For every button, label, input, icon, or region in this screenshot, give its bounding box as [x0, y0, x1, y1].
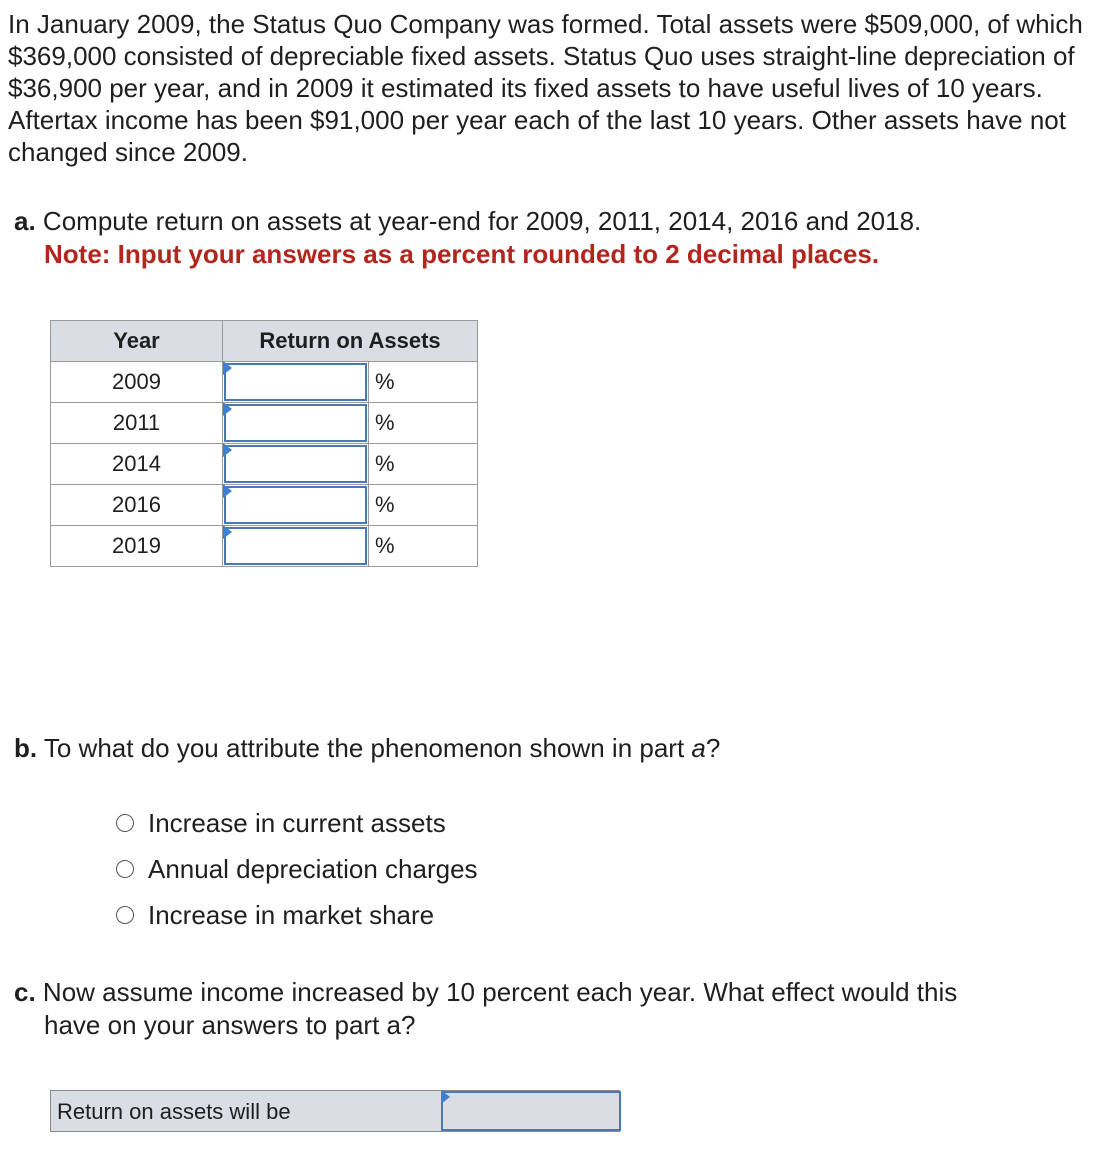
roa-input-cell	[223, 444, 369, 485]
option-current-assets[interactable]	[116, 800, 478, 846]
part-b-options	[116, 800, 478, 938]
flag-icon	[223, 484, 232, 498]
table-row	[51, 485, 478, 526]
percent-unit: %	[369, 362, 478, 403]
flag-icon	[223, 525, 232, 539]
percent-unit: %	[369, 485, 478, 526]
table-row	[51, 362, 478, 403]
part-a-question	[14, 205, 1084, 271]
part-c-letter: c.	[14, 977, 36, 1007]
option-label: Annual depreciation charges	[148, 853, 478, 884]
part-a-text: Compute return on assets at year-end for 2009, 2011, 2014, 2016 and 2018.	[42, 206, 922, 236]
table-row	[51, 403, 478, 444]
roa-input-cell	[223, 403, 369, 444]
part-b-italic: a	[691, 733, 706, 763]
percent-unit: %	[369, 444, 478, 485]
option-depreciation[interactable]	[116, 846, 478, 892]
part-c-line1: Now assume income increased by 10 percent each year. What effect would this	[42, 977, 958, 1007]
part-b-end: ?	[705, 733, 721, 763]
roa-input-2009[interactable]	[224, 363, 367, 401]
year-cell: 2009	[51, 362, 223, 403]
part-c-line2: have on your answers to part a?	[44, 1010, 416, 1040]
part-b-text: To what do you attribute the phenomenon shown in part	[43, 733, 692, 763]
part-b-question	[14, 732, 720, 765]
roa-input-2016[interactable]	[224, 486, 367, 524]
option-label: Increase in market share	[148, 899, 435, 930]
roa-input-2019[interactable]	[224, 527, 367, 565]
percent-unit: %	[369, 526, 478, 567]
header-year: Year	[51, 321, 223, 362]
year-cell: 2014	[51, 444, 223, 485]
flag-icon	[223, 443, 232, 457]
percent-unit: %	[369, 403, 478, 444]
answer-dropdown[interactable]	[441, 1091, 621, 1131]
roa-input-cell	[223, 526, 369, 567]
part-c-question	[14, 976, 1084, 1042]
year-cell: 2011	[51, 403, 223, 444]
header-return-on-assets: Return on Assets	[223, 321, 478, 362]
part-a-letter: a.	[14, 206, 36, 236]
table-row	[51, 526, 478, 567]
year-cell: 2016	[51, 485, 223, 526]
roa-input-2011[interactable]	[224, 404, 367, 442]
flag-icon	[223, 361, 232, 375]
roa-input-cell	[223, 362, 369, 403]
part-c-answer-row	[50, 1090, 620, 1132]
radio-button[interactable]	[116, 906, 134, 924]
option-label: Increase in current assets	[148, 807, 446, 838]
option-market-share[interactable]	[116, 892, 478, 938]
flag-icon	[441, 1090, 450, 1104]
part-a-note: Note: Input your answers as a percent rounded to 2 decimal places.	[44, 239, 880, 269]
year-cell: 2019	[51, 526, 223, 567]
table-row	[51, 444, 478, 485]
flag-icon	[223, 402, 232, 416]
part-b-letter: b.	[14, 733, 38, 763]
answer-label: Return on assets will be	[57, 1099, 291, 1124]
roa-input-2014[interactable]	[224, 445, 367, 483]
roa-input-cell	[223, 485, 369, 526]
problem-statement: In January 2009, the Status Quo Company was formed. Total assets were $509,000, of which $369,000 consisted of depreciable fixed assets. Status Quo uses straight-line depreciation of $36,900 per year, and in 2009 it estimated its fixed assets to have useful lives of 10 years. Aftertax income has been $91,000 per year each of the last 10 years. Other assets have not changed since 2009.	[8, 9, 1083, 167]
radio-button[interactable]	[116, 860, 134, 878]
radio-button[interactable]	[116, 814, 134, 832]
return-on-assets-table	[50, 320, 478, 567]
